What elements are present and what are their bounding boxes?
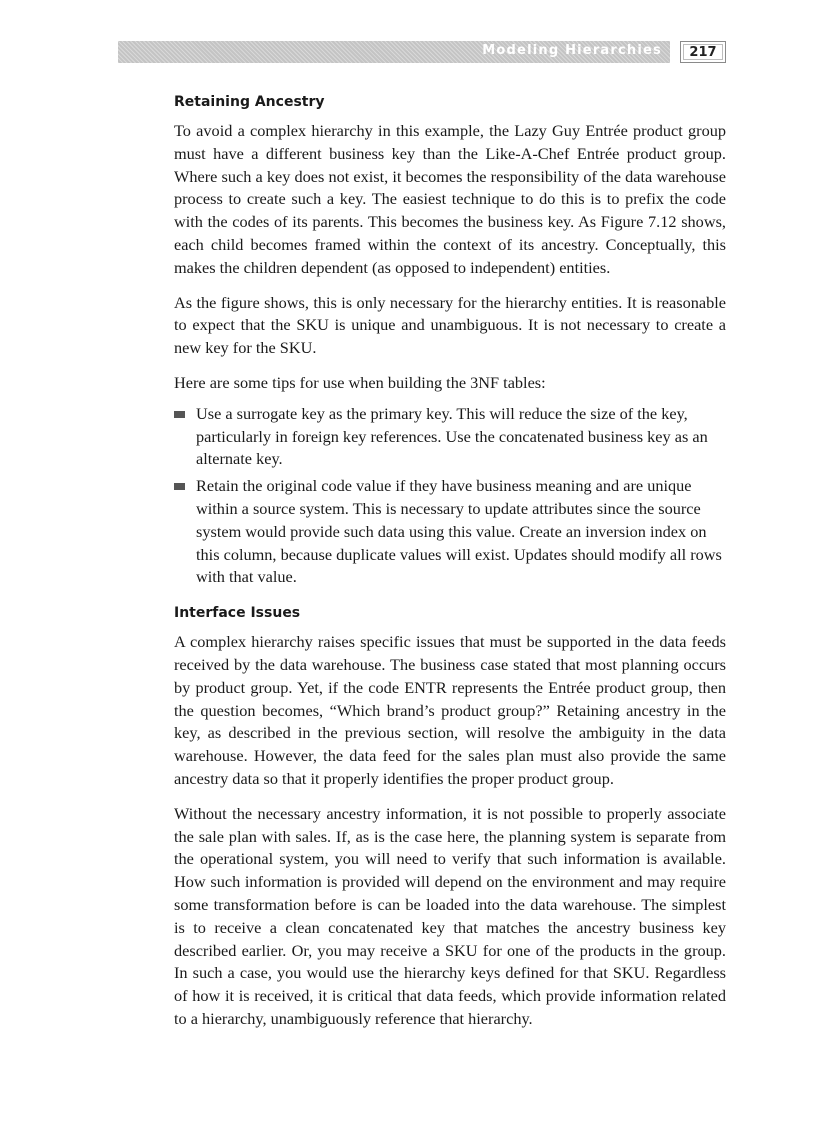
page-body (174, 94, 726, 1043)
square-bullet-icon (174, 411, 185, 418)
paragraph: To avoid a complex hierarchy in this example, the Lazy Guy Entrée product group must have a different business key than the Like-A-Chef Entrée product group. Where such a key does not exist, it becomes the responsibility of the data warehouse process to create such a key. The easiest technique to do this is to prefix the code with the codes of its parents. This becomes the business key. As Figure 7.12 shows, each child becomes framed within the context of its ancestry. Conceptually, this makes the children dependent (as opposed to independent) entities. (174, 121, 726, 277)
list-item (174, 403, 726, 471)
paragraph: As the figure shows, this is only necessary for the hierarchy entities. It is reasonable to expect that the SKU is unique and unambiguous. It is not necessary to create a new key for the SKU. (174, 292, 726, 358)
paragraph: Without the necessary ancestry information, it is not possible to properly associate the sale plan with sales. If, as is the case here, the planning system is separate from the operational system, you will need to verify that such information is available. How such information is provided will depend on the environment and may require some transformation before is can be loaded into the data warehouse. The simplest is to receive a clean concatenated key that matches the ancestry business key described earlier. Or, you may receive a SKU for one of the products in the group. In such a case, you would use the hierarchy keys defined for that SKU. Regardless of how it is received, it is critical that data feeds, which provide information related to a hierarchy, unambiguously reference that hierarchy. (174, 803, 726, 1028)
paragraph: A complex hierarchy raises specific issues that must be supported in the data feeds received by the data warehouse. The business case stated that most planning occurs by product group. Yet, if the code ENTR represents the Entrée product group, then the question becomes, “Which brand’s product group?” Retaining ancestry in the key, as described in the previous section, will resolve the ambiguity in the data warehouse. However, the data feed for the sales plan must also provide the same ancestry data so that it properly identifies the proper product group. (174, 632, 726, 788)
paragraph: Here are some tips for use when building the 3NF tables: (174, 372, 546, 392)
page-number-box (680, 41, 726, 63)
list-item (174, 475, 726, 589)
square-bullet-icon (174, 483, 185, 490)
page-number: 217 (689, 44, 717, 60)
tips-list (174, 403, 726, 589)
list-item-text: Retain the original code value if they have business meaning and are unique within a source system. This is necessary to update attributes since the source system would provide such data using this value. Create an inversion index on this column, because duplicate values will exist. Updates should modify all rows with that value. (196, 476, 722, 587)
list-item-text: Use a surrogate key as the primary key. This will reduce the size of the key, particularly in foreign key references. Use the concatenated business key as an alternate key. (196, 403, 708, 469)
running-header (118, 41, 670, 63)
section-heading-retaining-ancestry: Retaining Ancestry (174, 94, 325, 110)
section-heading-interface-issues: Interface Issues (174, 605, 301, 622)
chapter-title: Modeling Hierarchies (482, 43, 662, 58)
